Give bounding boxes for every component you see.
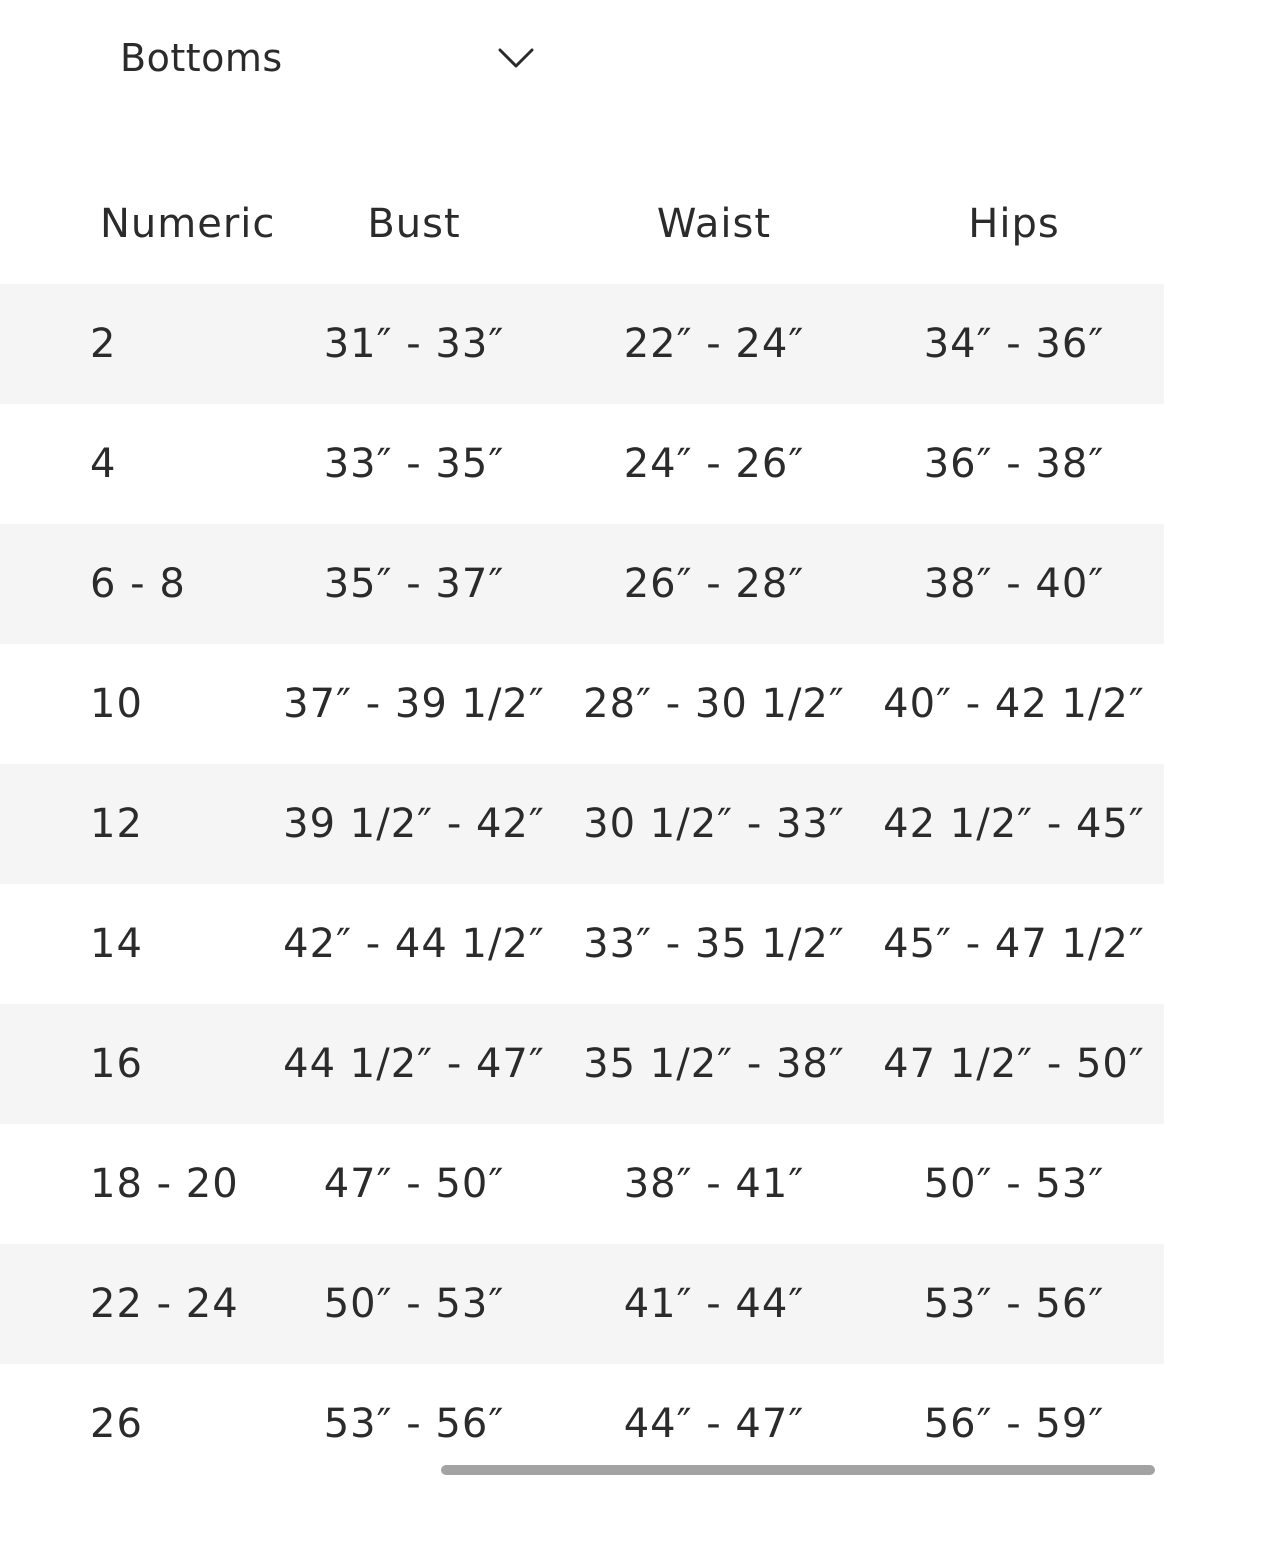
waist-cell: 30 1/2″ - 33″ bbox=[583, 801, 845, 847]
table-header-row bbox=[0, 164, 1164, 284]
waist-cell: 24″ - 26″ bbox=[623, 441, 805, 487]
size-cell: 12 bbox=[90, 801, 143, 847]
bust-cell: 42″ - 44 1/2″ bbox=[283, 921, 545, 967]
dropdown-label: Bottoms bbox=[120, 36, 283, 80]
waist-cell: 38″ - 41″ bbox=[623, 1161, 805, 1207]
header-numeric: Numeric bbox=[100, 201, 276, 247]
size-cell: 14 bbox=[90, 921, 143, 967]
category-dropdown[interactable] bbox=[120, 28, 540, 88]
table-row bbox=[0, 764, 1164, 884]
hips-cell: 40″ - 42 1/2″ bbox=[883, 681, 1145, 727]
hips-cell: 38″ - 40″ bbox=[923, 561, 1105, 607]
table-row bbox=[0, 524, 1164, 644]
size-cell: 18 - 20 bbox=[90, 1161, 239, 1207]
waist-cell: 35 1/2″ - 38″ bbox=[583, 1041, 845, 1087]
size-cell: 4 bbox=[90, 441, 117, 487]
bust-cell: 39 1/2″ - 42″ bbox=[283, 801, 545, 847]
waist-cell: 41″ - 44″ bbox=[623, 1281, 805, 1327]
header-hips: Hips bbox=[968, 201, 1060, 247]
bust-cell: 44 1/2″ - 47″ bbox=[283, 1041, 545, 1087]
size-chart-table[interactable] bbox=[90, 164, 1164, 1464]
table-row bbox=[0, 644, 1164, 764]
hips-cell: 50″ - 53″ bbox=[923, 1161, 1105, 1207]
bust-cell: 37″ - 39 1/2″ bbox=[283, 681, 545, 727]
header-waist: Waist bbox=[656, 201, 772, 247]
size-cell: 16 bbox=[90, 1041, 143, 1087]
size-cell: 6 - 8 bbox=[90, 561, 186, 607]
hips-cell: 47 1/2″ - 50″ bbox=[883, 1041, 1145, 1087]
hips-cell: 56″ - 59″ bbox=[923, 1401, 1105, 1447]
hips-cell: 34″ - 36″ bbox=[923, 321, 1105, 367]
bust-cell: 53″ - 56″ bbox=[323, 1401, 505, 1447]
waist-cell: 28″ - 30 1/2″ bbox=[583, 681, 845, 727]
bust-cell: 50″ - 53″ bbox=[323, 1281, 505, 1327]
bust-cell: 47″ - 50″ bbox=[323, 1161, 505, 1207]
table-row bbox=[0, 1124, 1164, 1244]
table-row bbox=[0, 404, 1164, 524]
header-bust: Bust bbox=[367, 201, 461, 247]
waist-cell: 44″ - 47″ bbox=[623, 1401, 805, 1447]
size-cell: 10 bbox=[90, 681, 143, 727]
size-cell: 22 - 24 bbox=[90, 1281, 239, 1327]
chevron-down-icon bbox=[496, 43, 536, 73]
hips-cell: 42 1/2″ - 45″ bbox=[883, 801, 1145, 847]
size-cell: 2 bbox=[90, 321, 117, 367]
size-chart-content bbox=[0, 164, 1164, 1484]
waist-cell: 33″ - 35 1/2″ bbox=[583, 921, 845, 967]
bust-cell: 31″ - 33″ bbox=[323, 321, 505, 367]
table-row bbox=[0, 284, 1164, 404]
hips-cell: 45″ - 47 1/2″ bbox=[883, 921, 1145, 967]
waist-cell: 22″ - 24″ bbox=[623, 321, 805, 367]
horizontal-scrollbar-thumb[interactable] bbox=[441, 1465, 1155, 1475]
size-cell: 26 bbox=[90, 1401, 143, 1447]
table-row bbox=[0, 1244, 1164, 1364]
bust-cell: 35″ - 37″ bbox=[323, 561, 505, 607]
table-row bbox=[0, 884, 1164, 1004]
table-row bbox=[0, 1004, 1164, 1124]
hips-cell: 53″ - 56″ bbox=[923, 1281, 1105, 1327]
waist-cell: 26″ - 28″ bbox=[623, 561, 805, 607]
hips-cell: 36″ - 38″ bbox=[923, 441, 1105, 487]
bust-cell: 33″ - 35″ bbox=[323, 441, 505, 487]
